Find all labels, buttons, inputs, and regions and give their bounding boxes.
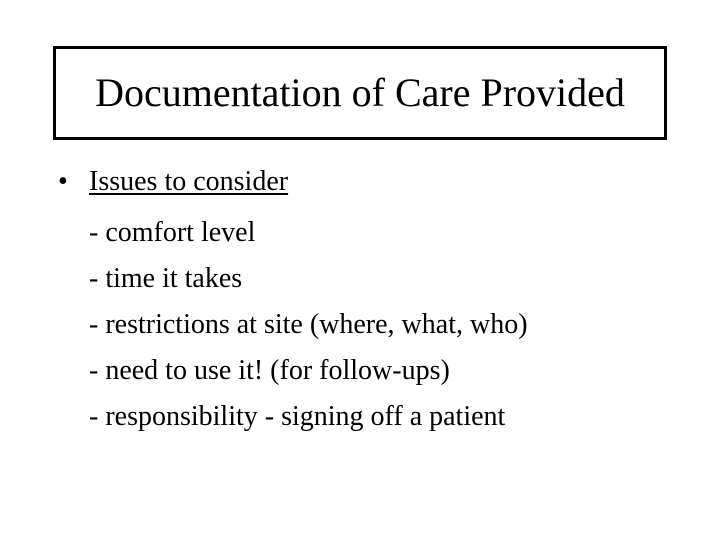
bullet-icon: •: [58, 166, 68, 197]
sub-item-responsibility: - responsibility - signing off a patient: [89, 401, 506, 432]
title-box: [53, 46, 667, 140]
bullet-item: [58, 163, 698, 201]
sub-item-restrictions: - restrictions at site (where, what, who): [89, 309, 528, 340]
sub-item-need-to-use: - need to use it! (for follow-ups): [89, 355, 450, 386]
sub-item-time-it-takes: - time it takes: [89, 263, 243, 294]
sub-item-comfort-level: - comfort level: [89, 217, 256, 248]
sub-list: [89, 210, 698, 440]
bullet-list: [58, 163, 698, 440]
slide-title: Documentation of Care Provided: [95, 70, 625, 115]
bullet-heading: Issues to consider: [89, 166, 289, 197]
